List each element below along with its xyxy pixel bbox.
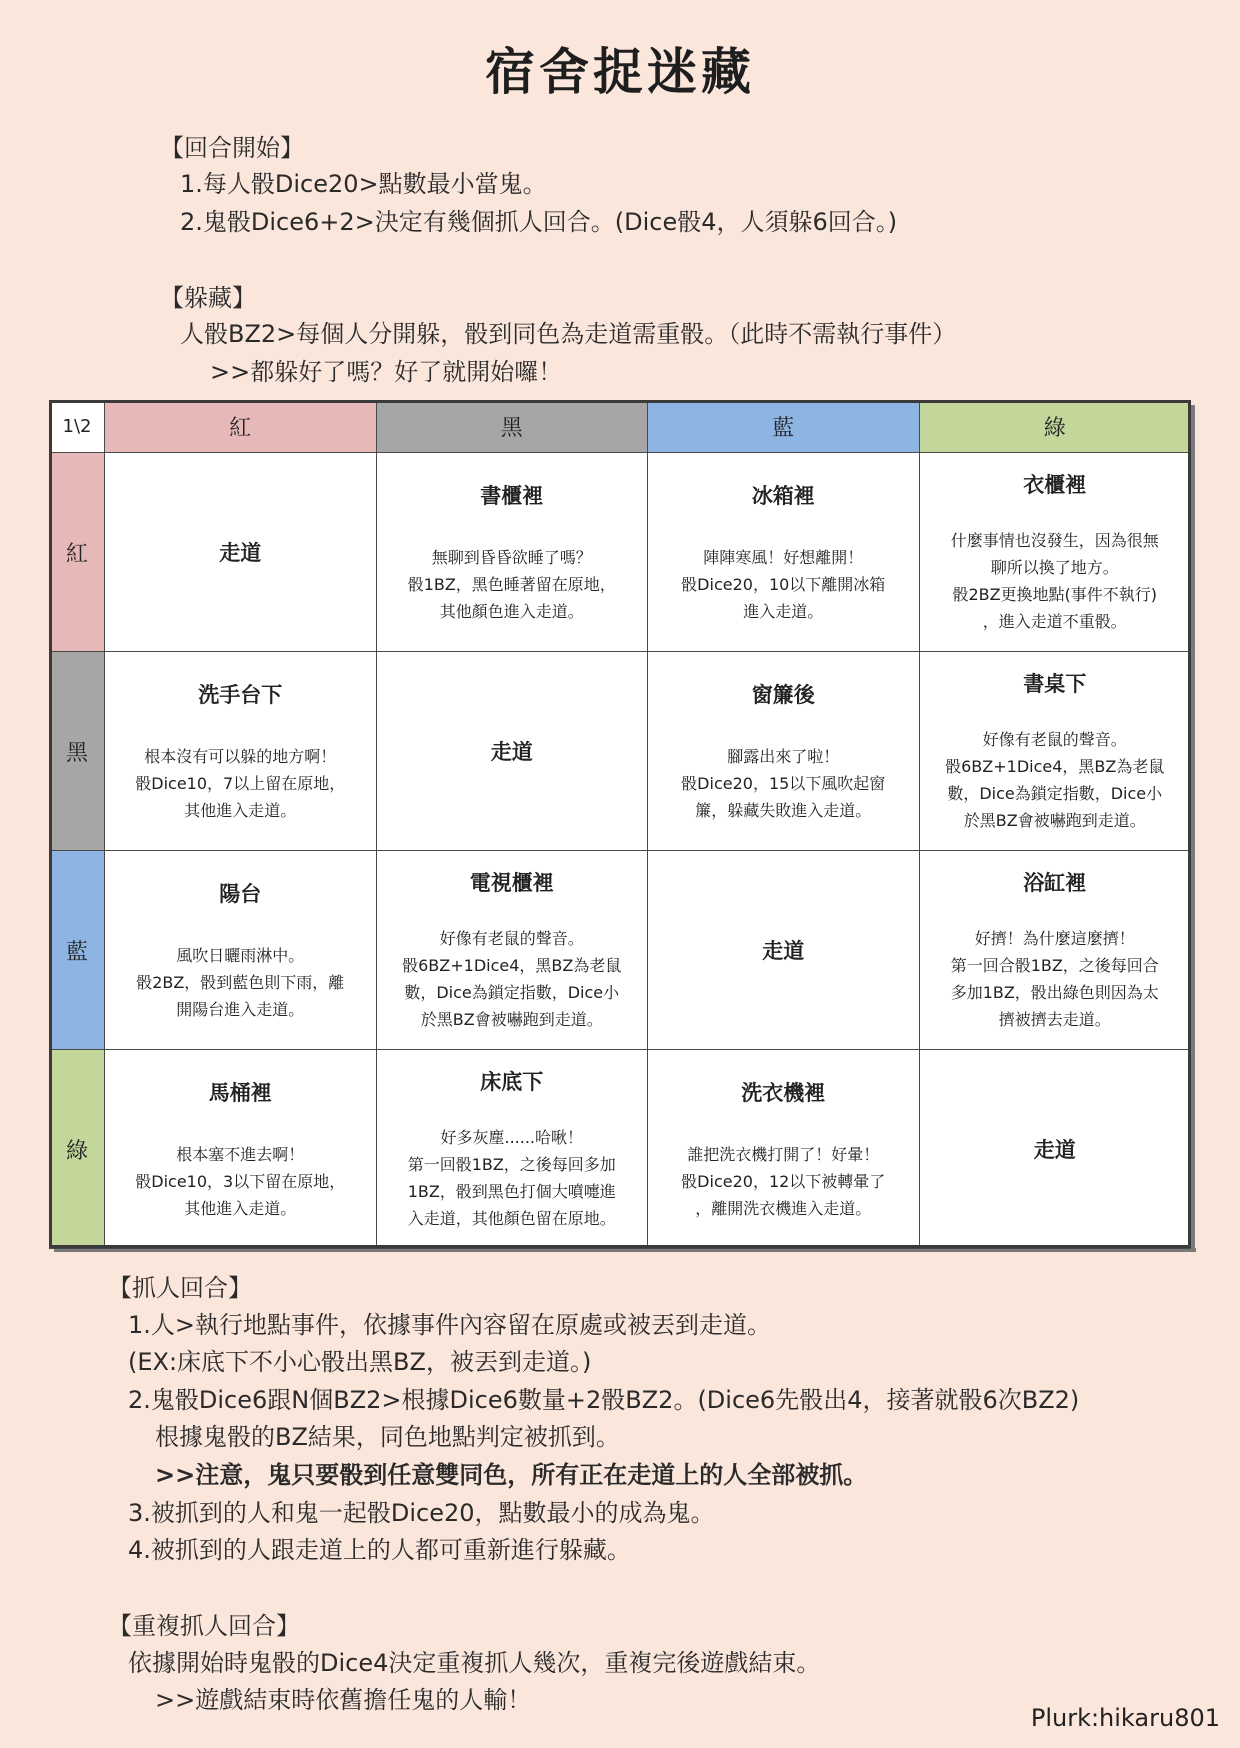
place-name: 洗衣機裡 [741, 1080, 826, 1105]
place-event: 根本沒有可以躲的地方啊！ 骰Dice10，7以上留在原地， 其他進入走道。 [135, 746, 346, 820]
place-name: 冰箱裡 [751, 483, 815, 508]
place-name: 衣櫃裡 [1023, 473, 1087, 497]
author-credit: Plurk:hikaru801 [1030, 1704, 1220, 1732]
corridor-label: 走道 [762, 939, 805, 963]
cell-black-green [919, 652, 1191, 851]
row-header-red: 紅 [50, 453, 105, 652]
place-name: 洗手台下 [198, 682, 283, 707]
place-name: 書櫃裡 [480, 483, 544, 508]
column-header-red: 紅 [105, 401, 377, 453]
cell-black-blue [648, 652, 920, 851]
repeat-heading: 【重複抓人回合】 [108, 1612, 300, 1640]
start-heading: 【回合開始】 [160, 134, 304, 162]
place-name: 浴缸裡 [1023, 871, 1087, 895]
place-event: 根本塞不進去啊！ 骰Dice10，3以下留在原地， 其他進入走道。 [135, 1144, 346, 1218]
cell-green-black [376, 1050, 648, 1249]
hide-rule-1: 人骰BZ2>每個人分開躲，骰到同色為走道需重骰。（此時不需執行事件） [180, 320, 957, 348]
place-name: 書桌下 [1023, 672, 1087, 696]
hide-heading: 【躲藏】 [160, 284, 256, 312]
column-header-blue: 藍 [648, 401, 920, 453]
catch-rule-2: 2.鬼骰Dice6跟N個BZ2>根據Dice6數量+2骰BZ2。(Dice6先骰出4，接著就骰6次BZ2) [128, 1386, 1080, 1414]
cell-red-red [105, 453, 377, 652]
place-name: 電視櫃裡 [469, 871, 554, 895]
table-row-black [50, 652, 1191, 851]
cell-blue-green [919, 851, 1191, 1050]
catch-rule-3: 3.被抓到的人和鬼一起骰Dice20，點數最小的成為鬼。 [128, 1499, 715, 1527]
place-event: 好像有老鼠的聲音。 骰6BZ+1Dice4，黑BZ為老鼠 數，Dice為鎖定指數，Dice小 於黑BZ會被嚇跑到走道。 [945, 730, 1165, 830]
place-event: 好擠！為什麼這麼擠！ 第一回合骰1BZ，之後每回合 多加1BZ，骰出綠色則因為太 擠被擠去走道。 [950, 929, 1159, 1029]
table-row-red [50, 453, 1191, 652]
place-name: 床底下 [480, 1070, 544, 1094]
place-event: 誰把洗衣機打開了！好暈！ 骰Dice20，12以下被轉暈了 ，離開洗衣機進入走道。 [681, 1144, 886, 1218]
cell-red-blue [648, 453, 920, 652]
table-row-green [50, 1050, 1191, 1249]
place-event: 無聊到昏昏欲睡了嗎？ 骰1BZ，黑色睡著留在原地， 其他顏色進入走道。 [407, 547, 616, 621]
cell-green-green [919, 1050, 1191, 1249]
row-header-blue: 藍 [50, 851, 105, 1050]
corridor-label: 走道 [219, 541, 262, 565]
place-name: 馬桶裡 [208, 1080, 272, 1105]
place-event: 腳露出來了啦！ 骰Dice20，15以下風吹起窗 簾，躲藏失敗進入走道。 [681, 746, 886, 820]
cell-green-red [105, 1050, 377, 1249]
catch-rule-1: 1.人>執行地點事件，依據事件內容留在原處或被丟到走道。 [128, 1311, 772, 1339]
row-header-black: 黑 [50, 652, 105, 851]
catch-rule-4: 4.被抓到的人跟走道上的人都可重新進行躲藏。 [128, 1536, 631, 1564]
cell-black-red [105, 652, 377, 851]
cell-green-blue [648, 1050, 920, 1249]
repeat-rule-2: >>遊戲結束時依舊擔任鬼的人輸！ [155, 1686, 532, 1714]
place-event: 陣陣寒風！好想離開！ 骰Dice20，10以下離開冰箱 進入走道。 [681, 547, 886, 621]
cell-red-green [919, 453, 1191, 652]
place-name: 陽台 [219, 881, 262, 906]
table-row-blue [50, 851, 1191, 1050]
hide-rule-2: >>都躲好了嗎？好了就開始囉！ [210, 358, 563, 386]
repeat-rule-1: 依據開始時鬼骰的Dice4決定重複抓人幾次，重複完後遊戲結束。 [128, 1649, 821, 1677]
place-event: 好像有老鼠的聲音。 骰6BZ+1Dice4，黑BZ為老鼠 數，Dice為鎖定指數，Dice小 於黑BZ會被嚇跑到走道。 [402, 929, 622, 1029]
cell-blue-red [105, 851, 377, 1050]
table-header-row [50, 401, 1191, 453]
place-event: 什麼事情也沒發生，因為很無 聊所以換了地方。 骰2BZ更換地點(事件不執行) ，進入走道不重骰。 [950, 531, 1159, 631]
corridor-label: 走道 [490, 740, 533, 764]
catch-example: (EX:床底下不小心骰出黑BZ，被丟到走道。) [128, 1348, 592, 1376]
cell-black-black [376, 652, 648, 851]
column-header-green: 綠 [919, 401, 1191, 453]
place-event: 好多灰塵......哈啾！ 第一回骰1BZ，之後每回多加 1BZ，骰到黑色打個大噴嚏進 入走道，其他顏色留在原地。 [407, 1128, 616, 1228]
catch-heading: 【抓人回合】 [108, 1274, 252, 1302]
row-header-green: 綠 [50, 1050, 105, 1249]
catch-warning: >>注意，鬼只要骰到任意雙同色，所有正在走道上的人全部被抓。 [155, 1461, 868, 1489]
place-event: 風吹日曬雨淋中。 骰2BZ，骰到藍色則下雨，離 開陽台進入走道。 [136, 945, 345, 1019]
table-corner-label: 1\2 [50, 401, 105, 453]
cell-blue-black [376, 851, 648, 1050]
place-name: 窗簾後 [751, 682, 815, 707]
table-shadow-right [1191, 405, 1195, 1252]
catch-rule-2-detail: 根據鬼骰的BZ結果，同色地點判定被抓到。 [155, 1423, 620, 1451]
column-header-black: 黑 [376, 401, 648, 453]
page-title: 宿舍捉迷藏 [485, 43, 755, 101]
hiding-spot-table [49, 400, 1191, 1249]
corridor-label: 走道 [1033, 1138, 1076, 1162]
start-rule-2: 2.鬼骰Dice6+2>決定有幾個抓人回合。(Dice骰4，人須躲6回合。) [180, 208, 898, 236]
start-rule-1: 1.每人骰Dice20>點數最小當鬼。 [180, 170, 547, 198]
cell-blue-blue [648, 851, 920, 1050]
cell-red-black [376, 453, 648, 652]
